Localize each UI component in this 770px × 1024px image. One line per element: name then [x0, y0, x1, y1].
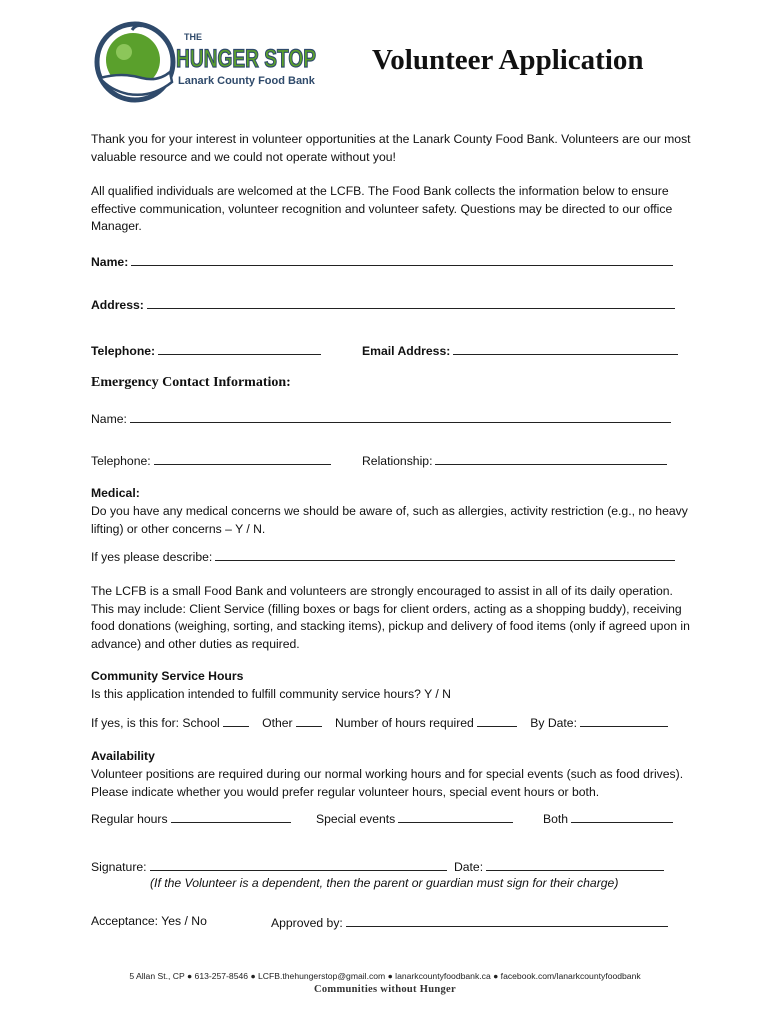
- approved-field[interactable]: [346, 914, 668, 927]
- school-label: If yes, is this for: School: [91, 716, 220, 730]
- regular-hours-row: [91, 810, 291, 826]
- emergency-name-row: [91, 410, 671, 426]
- emergency-heading: Emergency Contact Information:: [91, 375, 291, 390]
- name-label: Name:: [91, 255, 129, 269]
- emergency-telephone-field[interactable]: [154, 452, 331, 465]
- name-row: [91, 253, 673, 269]
- signature-note: (If the Volunteer is a dependent, then the parent or guardian must sign for their charge): [150, 876, 619, 890]
- relationship-field[interactable]: [435, 452, 667, 465]
- name-field[interactable]: [131, 253, 673, 266]
- acceptance-label: Acceptance: Yes / No: [91, 914, 207, 928]
- email-field[interactable]: [453, 342, 678, 355]
- community-details-row: [91, 714, 668, 730]
- both-row: [543, 810, 673, 826]
- medical-describe-label: If yes please describe:: [91, 550, 213, 564]
- duties-paragraph: The LCFB is a small Food Bank and volunteers are strongly encouraged to assist in all of its daily operation. This may include: Client Service (filling boxes or bags for client orders, acting as a shopping buddy), receiving food donations (weighing, sorting, and stacking items), pickup and delivery of food items (only if agreed upon in advance) and other duties as required.: [91, 584, 690, 651]
- by-date-field[interactable]: [580, 714, 668, 727]
- by-date-label: By Date:: [530, 716, 577, 730]
- special-events-field[interactable]: [398, 810, 513, 823]
- page-title: Volunteer Application: [372, 44, 644, 76]
- address-row: [91, 296, 675, 312]
- community-heading: Community Service Hours: [91, 669, 244, 683]
- intro-paragraph-1: Thank you for your interest in volunteer opportunities at the Lanark County Food Bank. Volunteers are our most valuable resource and we could not operate without you!: [91, 132, 691, 164]
- telephone-field[interactable]: [158, 342, 321, 355]
- telephone-row: [91, 342, 321, 358]
- signature-field[interactable]: [150, 858, 447, 871]
- other-field[interactable]: [296, 714, 322, 727]
- address-label: Address:: [91, 298, 144, 312]
- logo-subtitle: Lanark County Food Bank: [178, 75, 315, 87]
- medical-describe-field[interactable]: [215, 548, 675, 561]
- address-field[interactable]: [147, 296, 675, 309]
- medical-describe-row: [91, 548, 675, 564]
- special-events-row: [316, 810, 513, 826]
- medical-heading: Medical:: [91, 486, 140, 500]
- emergency-name-field[interactable]: [130, 410, 671, 423]
- date-label: Date:: [453, 860, 484, 874]
- medical-question: Do you have any medical concerns we should be aware of, such as allergies, activity restriction (e.g., no heavy lifting) or other concerns – Y / N.: [91, 504, 688, 536]
- relationship-label: Relationship:: [362, 454, 433, 468]
- community-question: Is this application intended to fulfill community service hours? Y / N: [91, 687, 451, 701]
- signature-row: [91, 858, 664, 874]
- email-row: [362, 342, 678, 358]
- hours-label: Number of hours required: [334, 716, 474, 730]
- regular-hours-field[interactable]: [171, 810, 291, 823]
- logo-hunger-stop: HUNGER STOP: [176, 45, 316, 73]
- approved-label: Approved by:: [271, 916, 343, 930]
- logo-the: THE: [184, 32, 202, 42]
- special-events-label: Special events: [316, 812, 396, 826]
- regular-hours-label: Regular hours: [91, 812, 168, 826]
- other-label: Other: [262, 716, 293, 730]
- email-label: Email Address:: [362, 344, 451, 358]
- both-label: Both: [543, 812, 569, 826]
- hours-field[interactable]: [477, 714, 517, 727]
- signature-label: Signature:: [91, 860, 147, 874]
- emergency-telephone-row: [91, 452, 331, 468]
- emergency-telephone-label: Telephone:: [91, 454, 151, 468]
- availability-text: Volunteer positions are required during our normal working hours and for special events (such as food drives). Please indicate whether you would prefer regular volunteer hours, special event hours or both.: [91, 767, 684, 799]
- both-field[interactable]: [571, 810, 673, 823]
- availability-heading: Availability: [91, 749, 155, 763]
- date-field[interactable]: [486, 858, 664, 871]
- footer-tagline: Communities without Hunger: [314, 984, 456, 995]
- footer-contact: 5 Allan St., CP ● 613-257-8546 ● LCFB.thehungerstop@gmail.com ● lanarkcountyfoodbank.ca ● facebook.com/lanarkcountyfoodbank: [129, 971, 641, 981]
- intro-paragraph-2: All qualified individuals are welcomed at the LCFB. The Food Bank collects the information below to ensure effective communication, volunteer recognition and volunteer safety. Questions may be directed to our office Manager.: [91, 184, 673, 233]
- approved-row: [271, 914, 668, 930]
- school-field[interactable]: [223, 714, 249, 727]
- relationship-row: [362, 452, 667, 468]
- hunger-stop-logo: [92, 20, 322, 104]
- telephone-label: Telephone:: [91, 344, 156, 358]
- emergency-name-label: Name:: [91, 412, 127, 426]
